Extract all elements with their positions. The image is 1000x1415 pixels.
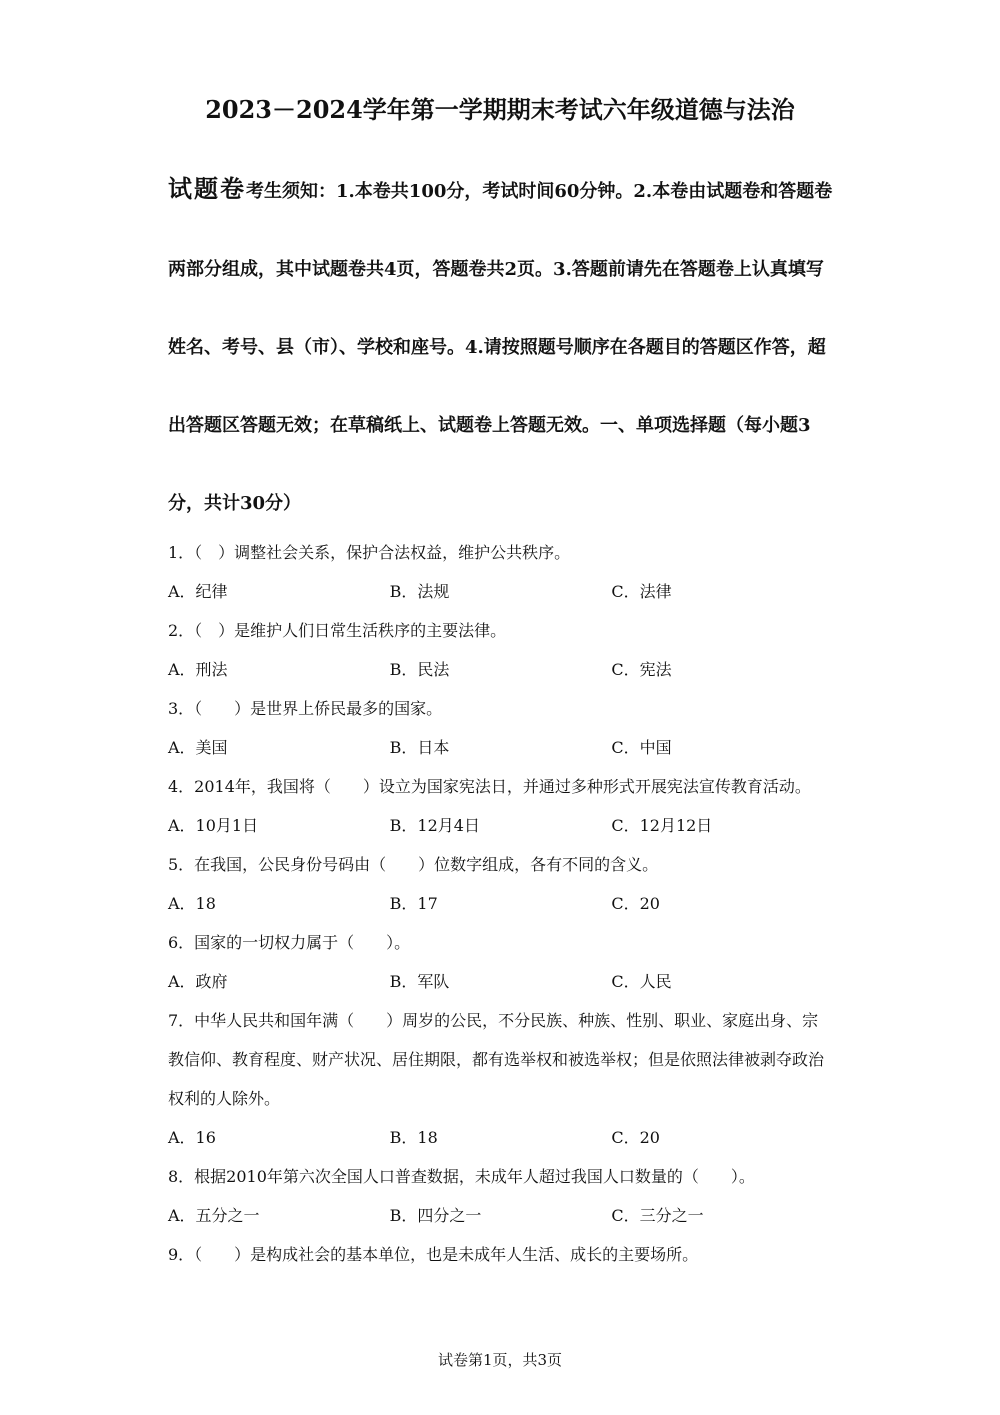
option-b: B．日本 [389, 738, 450, 757]
question-5 [168, 845, 833, 923]
question-9 [168, 1235, 833, 1274]
instructions-text: 考生须知：1.本卷共100分，考试时间60分钟。2.本卷由试题卷和答题卷两部分组成，其中试题卷共4页，答题卷共2页。3.答题前请先在答题卷上认真填写姓名、考号、县（市）、学校和座号。4.请按照题号顺序在各题目的答题区作答，超出答题区答题无效；在草稿纸上、试题卷上答题无效。一、单项选择题（每小题3分，共计30分） [168, 181, 833, 514]
question-2 [168, 611, 833, 689]
question-options [168, 806, 833, 845]
option-a: A．10月1日 [168, 816, 259, 835]
question-stem: 1．（ ）调整社会关系，保护合法权益，维护公共秩序。 [168, 543, 571, 562]
option-c: C．12月12日 [611, 816, 713, 835]
question-stem: 4．2014年，我国将（ ）设立为国家宪法日，并通过多种形式开展宪法宣传教育活动。 [168, 777, 811, 796]
option-a: A．刑法 [168, 660, 228, 679]
question-options [168, 962, 833, 1001]
question-stem: 6．国家的一切权力属于（ ）。 [168, 933, 411, 952]
question-stem: 8．根据2010年第六次全国人口普查数据，未成年人超过我国人口数量的（ ）。 [168, 1167, 755, 1186]
question-options [168, 572, 833, 611]
option-a: A．五分之一 [168, 1206, 260, 1225]
option-c: C．宪法 [611, 660, 672, 679]
option-c: C．人民 [611, 972, 672, 991]
option-c: C．20 [611, 894, 660, 913]
option-b: B．12月4日 [389, 816, 480, 835]
question-6 [168, 923, 833, 1001]
question-1 [168, 533, 833, 611]
question-stem: 2．（ ）是维护人们日常生活秩序的主要法律。 [168, 621, 507, 640]
question-list [168, 533, 833, 1274]
question-stem: 5．在我国，公民身份号码由（ ）位数字组成，各有不同的含义。 [168, 855, 659, 874]
question-stem: 7．中华人民共和国年满（ ）周岁的公民，不分民族、种族、性别、职业、家庭出身、宗教信仰、教育程度、财产状况、居住期限，都有选举权和被选举权；但是依照法律被剥夺政治权利的人除外。 [168, 1011, 825, 1108]
option-b: B．17 [389, 894, 438, 913]
option-c: C．20 [611, 1128, 660, 1147]
option-b: B．法规 [389, 582, 450, 601]
question-stem: 3．（ ）是世界上侨民最多的国家。 [168, 699, 443, 718]
question-options [168, 884, 833, 923]
option-b: B．民法 [389, 660, 450, 679]
option-a: A．纪律 [168, 582, 228, 601]
option-a: A．美国 [168, 738, 228, 757]
question-options [168, 1196, 833, 1235]
option-b: B．18 [389, 1128, 438, 1147]
question-3 [168, 689, 833, 767]
question-7 [168, 1001, 833, 1157]
option-a: A．16 [168, 1128, 216, 1147]
question-4 [168, 767, 833, 845]
question-8 [168, 1157, 833, 1235]
question-options [168, 1118, 833, 1157]
question-options [168, 650, 833, 689]
option-b: B．军队 [389, 972, 450, 991]
option-a: A．政府 [168, 972, 228, 991]
option-a: A．18 [168, 894, 216, 913]
exam-title: 2023－2024学年第一学期期末考试六年级道德与法治 [205, 95, 795, 124]
question-options [168, 728, 833, 767]
option-c: C．中国 [611, 738, 672, 757]
exam-instructions [168, 150, 833, 543]
page-footer: 试卷第1页，共3页 [437, 1351, 563, 1369]
option-c: C．三分之一 [611, 1206, 704, 1225]
option-c: C．法律 [611, 582, 672, 601]
instructions-lead: 试题卷 [168, 174, 246, 203]
option-b: B．四分之一 [389, 1206, 482, 1225]
question-stem: 9．（ ）是构成社会的基本单位，也是未成年人生活、成长的主要场所。 [168, 1245, 699, 1264]
